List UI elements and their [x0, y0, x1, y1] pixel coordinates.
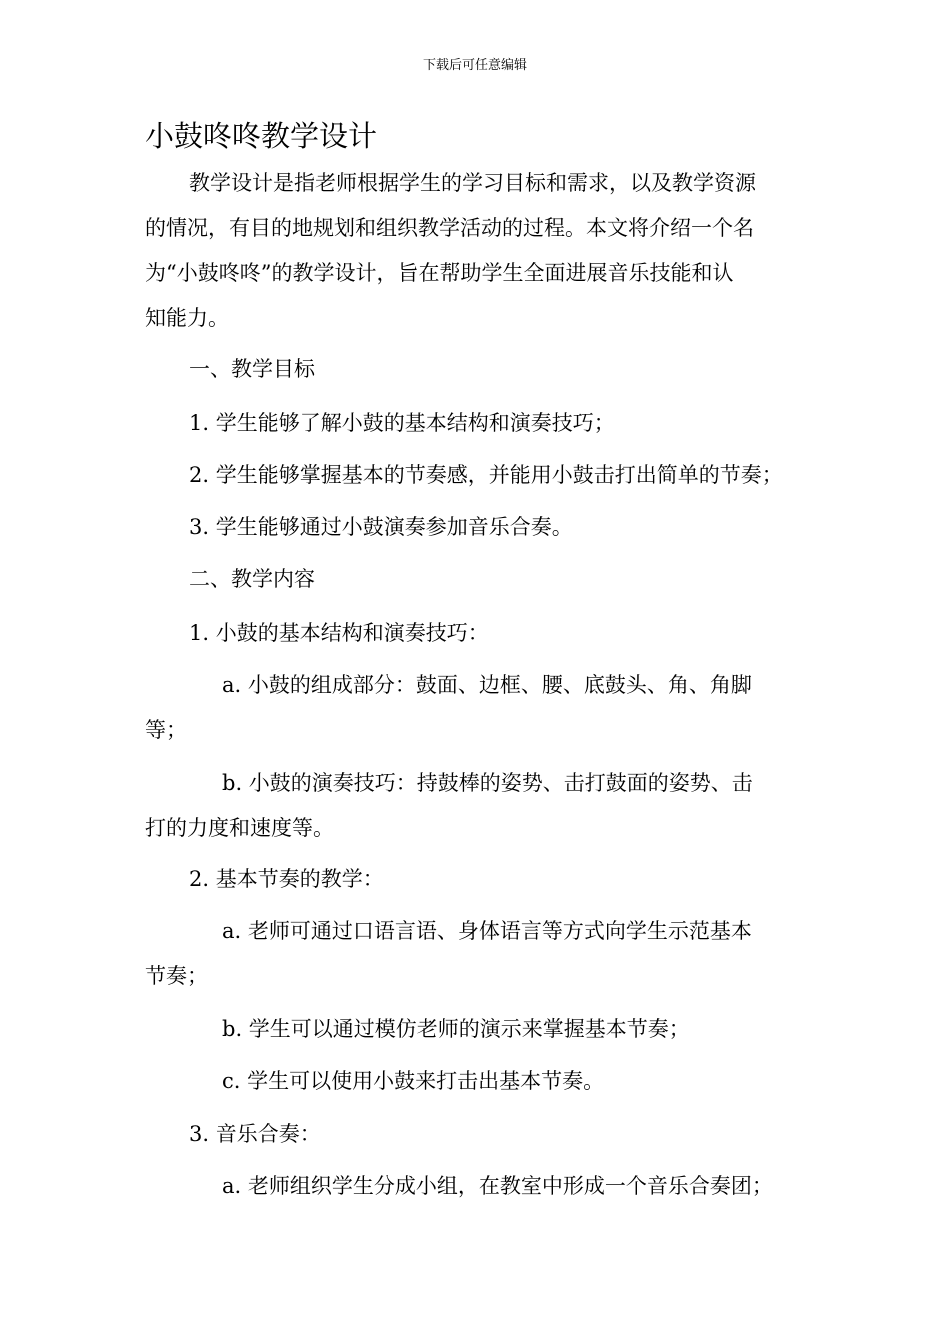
content-item-label: 2. 基本节奏的教学： — [189, 867, 384, 891]
content-subitem: a. 小鼓的组成部分：鼓面、边框、腰、底鼓头、角、角脚 — [222, 673, 752, 697]
content-subitem: a. 老师组织学生分成小组，在教室中形成一个音乐合奏团； — [222, 1174, 773, 1198]
section-heading: 二、教学内容 — [189, 567, 315, 591]
intro-line: 教学设计是指老师根据学生的学习目标和需求，以及教学资源 — [189, 171, 756, 195]
intro-line: 的情况，有目的地规划和组织教学活动的过程。本文将介绍一个名 — [145, 216, 754, 240]
content-subitem-continuation: 等； — [145, 718, 187, 742]
content-subitem: b. 小鼓的演奏技巧：持鼓棒的姿势、击打鼓面的姿势、击 — [222, 771, 753, 795]
content-subitem-continuation: 打的力度和速度等。 — [145, 816, 334, 840]
content-subitem: a. 老师可通过口语言语、身体语言等方式向学生示范基本 — [222, 919, 752, 943]
section-heading: 一、教学目标 — [189, 357, 315, 381]
content-subitem: b. 学生可以通过模仿老师的演示来掌握基本节奏； — [222, 1017, 690, 1041]
content-item-label: 1. 小鼓的基本结构和演奏技巧： — [189, 621, 489, 645]
intro-line: 为“小鼓咚咚”的教学设计，旨在帮助学生全面进展音乐技能和认 — [145, 261, 734, 285]
document-title: 小鼓咚咚教学设计 — [145, 119, 378, 153]
content-subitem: c. 学生可以使用小鼓来打击出基本节奏。 — [222, 1069, 605, 1093]
content-item-label: 3. 音乐合奏： — [189, 1122, 321, 1146]
header-note: 下载后可任意编辑 — [422, 58, 527, 73]
goal-item: 1. 学生能够了解小鼓的基本结构和演奏技巧； — [189, 411, 615, 435]
content-subitem-continuation: 节奏； — [145, 964, 208, 988]
goal-item: 3. 学生能够通过小鼓演奏参加音乐合奏。 — [189, 515, 573, 539]
goal-item: 2. 学生能够掌握基本的节奏感，并能用小鼓击打出简单的节奏； — [189, 463, 783, 487]
intro-line: 知能力。 — [145, 306, 229, 330]
